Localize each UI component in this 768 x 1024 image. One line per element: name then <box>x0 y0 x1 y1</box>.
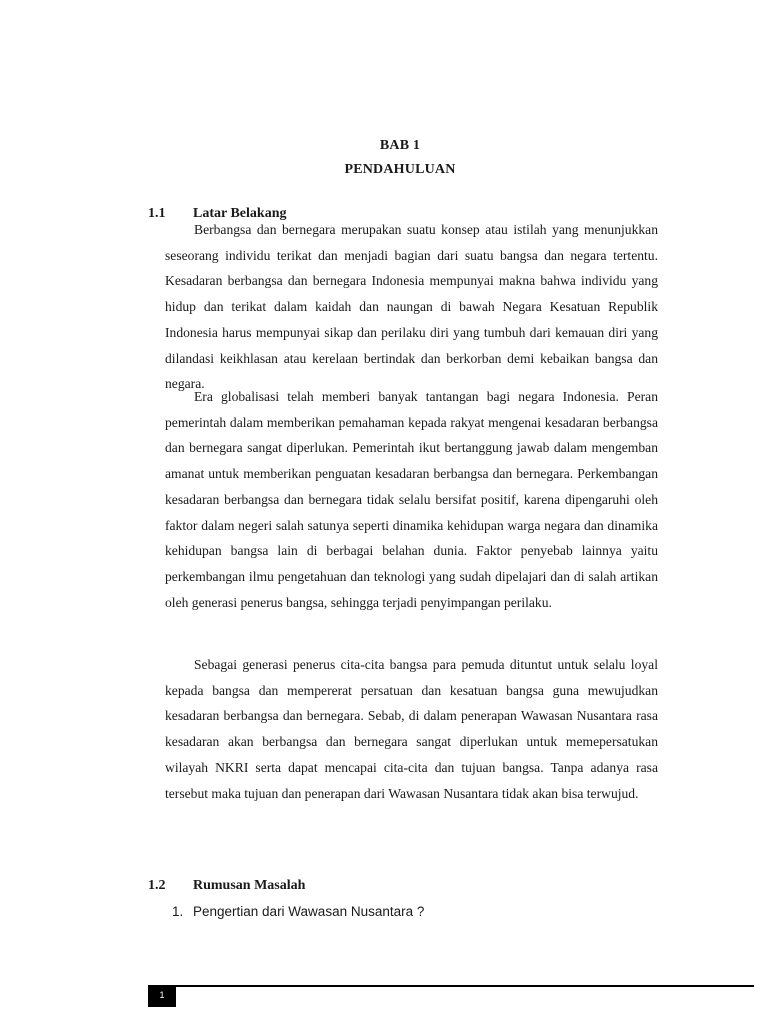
list-item <box>172 900 424 924</box>
body-paragraph: Era globalisasi telah memberi banyak tantangan bagi negara Indonesia. Peran pemerintah dalam memberikan pemahaman kepada rakyat mengenai kesadaran berbangsa dan bernegara sangat diperlukan. Pemerintah ikut bertanggung jawab dalam mengemban amanat untuk memberikan penguatan kesadaran berbangsa dan bernegara. Perkembangan kesadaran berbangsa dan bernegara tidak selalu bersifat positif, karena dipengaruhi oleh faktor dalam negeri salah satunya seperti dinamika kehidupan warga negara dan dinamika kehidupan bangsa lain di berbagai belahan dunia. Faktor penyebab lainnya yaitu perkembangan ilmu pengetahuan dan teknologi yang sudah dipelajari dan di salah artikan oleh generasi penerus bangsa, sehingga terjadi penyimpangan perilaku. <box>165 389 658 610</box>
list-item-number: 1. <box>172 904 184 919</box>
section-number: 1.2 <box>148 878 166 893</box>
chapter-title: PENDAHULUAN <box>344 162 456 177</box>
list-item-text: Pengertian dari Wawasan Nusantara ? <box>193 904 425 919</box>
section-number: 1.1 <box>148 206 166 221</box>
section-title: Latar Belakang <box>193 206 287 221</box>
body-paragraph: Berbangsa dan bernegara merupakan suatu konsep atau istilah yang menunjukkan seseorang individu terikat dan menjadi bagian dari suatu bangsa dan negara tertentu. Kesadaran berbangsa dan bernegara Indonesia mempunyai makna bahwa individu yang hidup dan terikat dalam kaidah dan naungan di bawah Negara Kesatuan Republik Indonesia harus mempunyai sikap dan perilaku diri yang tumbuh dari kemauan diri yang dilandasi keikhlasan atau kerelaan bertindak dan berkorban demi kebaikan bangsa dan negara. <box>165 222 658 392</box>
chapter-label: BAB 1 <box>379 138 421 153</box>
page-number: 1 <box>148 985 176 1007</box>
section-title: Rumusan Masalah <box>193 878 306 893</box>
footer-rule <box>176 985 754 987</box>
body-paragraph: Sebagai generasi penerus cita-cita bangsa para pemuda dituntut untuk selalu loyal kepada bangsa dan mempererat persatuan dan kesatuan bangsa guna mewujudkan kesadaran berbangsa dan bernegara. Sebab, di dalam penerapan Wawasan Nusantara rasa kesadaran akan berbangsa dan bernegara sangat diperlukan untuk memepersatukan wilayah NKRI serta dapat mencapai cita-cita dan tujuan bangsa. Tanpa adanya rasa tersebut maka tujuan dan penerapan dari Wawasan Nusantara tidak akan bisa terwujud. <box>165 657 658 801</box>
